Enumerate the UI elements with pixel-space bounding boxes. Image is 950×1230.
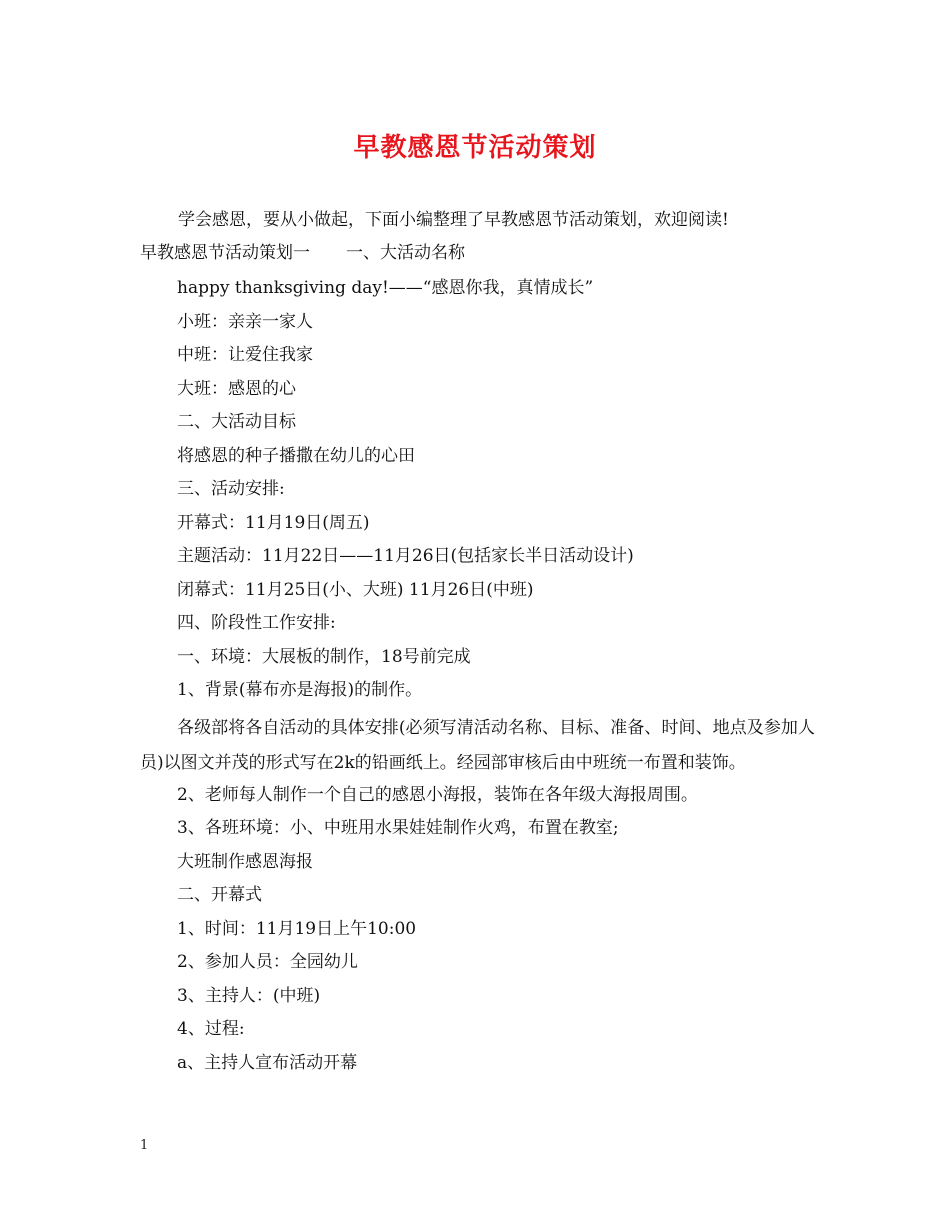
text-line: 闭幕式：11月25日(小、大班) 11月26日(中班): [177, 579, 534, 600]
text-line: a、主持人宣布活动开幕: [177, 1052, 358, 1073]
body-paragraph: 各级部将各自活动的具体安排(必须写清活动名称、目标、准备、时间、地点及参加人员)以图文并茂的形式写在2k的铅画纸上。经园部审核后由中班统一布置和装饰。: [140, 717, 815, 773]
text-line: happy thanksgiving day!——“感恩你我，真情成长”: [177, 278, 594, 298]
text-line: 将感恩的种子播撒在幼儿的心田: [177, 445, 415, 466]
document-body: [140, 275, 815, 1083]
text-line: 4、过程:: [177, 1019, 245, 1039]
text-line: 主题活动：11月22日——11月26日(包括家长半日活动设计): [177, 546, 634, 566]
text-line: 3、主持人：(中班): [177, 985, 321, 1006]
text-line: 中班：让爱住我家: [177, 345, 313, 365]
text-line: 2、老师每人制作一个自己的感恩小海报，装饰在各年级大海报周围。: [177, 784, 698, 805]
intro-paragraph: 学会感恩，要从小做起，下面小编整理了早教感恩节活动策划，欢迎阅读!: [178, 210, 729, 230]
text-line: 大班制作感恩海报: [177, 851, 313, 872]
page-number: 1: [140, 1138, 149, 1153]
text-line: 大班：感恩的心: [177, 378, 296, 399]
text-line: 1、时间：11月19日上午10:00: [177, 918, 417, 939]
section-label: 早教感恩节活动策划一: [140, 243, 310, 263]
text-line: 二、大活动目标: [177, 412, 296, 432]
text-line: 小班：亲亲一家人: [177, 311, 313, 332]
text-line: 2、参加人员：全园幼儿: [177, 952, 358, 972]
text-line: 开幕式：11月19日(周五): [177, 512, 370, 533]
section-heading: 一、大活动名称: [346, 243, 465, 263]
text-line: 三、活动安排:: [177, 479, 285, 499]
document-title: 早教感恩节活动策划: [353, 133, 597, 163]
text-line: 四、阶段性工作安排:: [177, 613, 336, 633]
section-heading-row: [140, 240, 820, 266]
text-line: 3、各班环境：小、中班用水果娃娃制作火鸡，布置在教室;: [177, 818, 619, 838]
text-line: 二、开幕式: [177, 885, 262, 905]
text-line: 1、背景(幕布亦是海报)的制作。: [177, 680, 423, 700]
text-line: 一、环境：大展板的制作，18号前完成: [177, 646, 471, 667]
